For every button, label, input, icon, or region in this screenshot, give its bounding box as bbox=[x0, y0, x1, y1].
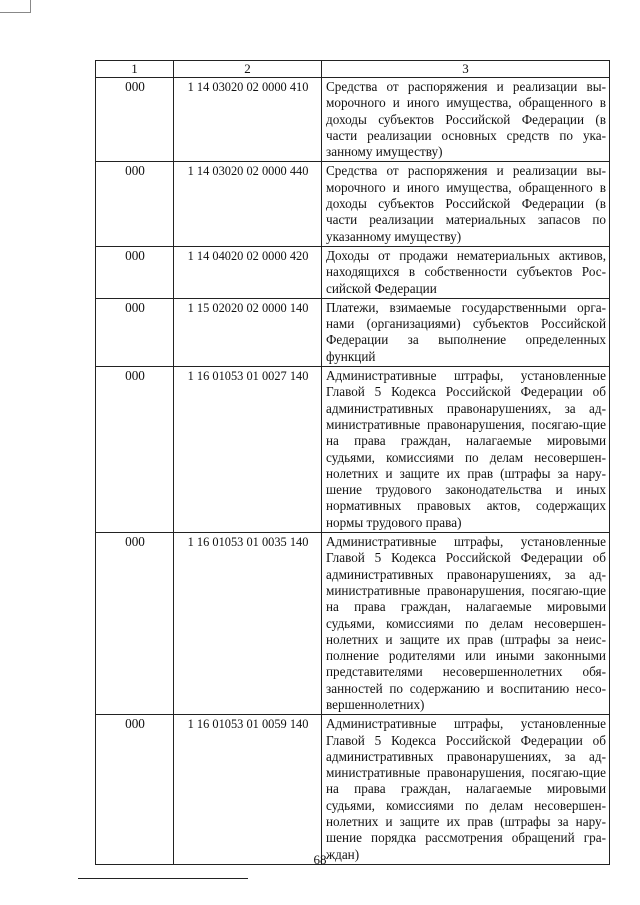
column-header-1: 1 bbox=[96, 61, 174, 78]
page-number: 68 bbox=[313, 852, 327, 867]
admin-code-cell: 000 bbox=[96, 298, 174, 366]
table-row bbox=[96, 298, 610, 366]
admin-code-cell: 000 bbox=[96, 715, 174, 865]
table-row bbox=[96, 78, 610, 162]
revenue-code-cell: 1 16 01053 01 0027 140 bbox=[174, 367, 322, 533]
admin-code-cell: 000 bbox=[96, 246, 174, 298]
admin-code-cell: 000 bbox=[96, 162, 174, 246]
corner-mark bbox=[0, 0, 31, 13]
column-header-2: 2 bbox=[174, 61, 322, 78]
revenue-code-cell: 1 14 03020 02 0000 410 bbox=[174, 78, 322, 162]
description-cell: Доходы от продажи нематериальных активов, находящихся в собственности субъектов Рос-сийской Федерации bbox=[322, 246, 610, 298]
description-cell: Средства от распоряжения и реализации вы-морочного и иного имущества, обращенного в доходы субъектов Российской Федерации (в части реализации материальных запасов по указанному имуществу) bbox=[322, 162, 610, 246]
revenue-code-cell: 1 16 01053 01 0035 140 bbox=[174, 533, 322, 715]
admin-code-cell: 000 bbox=[96, 78, 174, 162]
revenue-code-cell: 1 16 01053 01 0059 140 bbox=[174, 715, 322, 865]
admin-code-cell: 000 bbox=[96, 533, 174, 715]
table-row bbox=[96, 162, 610, 246]
table-row bbox=[96, 533, 610, 715]
footnote-rule bbox=[78, 878, 248, 879]
header-row bbox=[96, 61, 610, 78]
revenue-code-cell: 1 14 04020 02 0000 420 bbox=[174, 246, 322, 298]
column-header-3: 3 bbox=[322, 61, 610, 78]
description-cell: Средства от распоряжения и реализации вы-морочного и иного имущества, обращенного в доходы субъектов Российской Федерации (в части реализации основных средств по ука-занному имуществу) bbox=[322, 78, 610, 162]
table-row bbox=[96, 367, 610, 533]
description-cell: Платежи, взимаемые государственными орга-нами (организациями) субъектов Российской Федерации за выполнение определенных функций bbox=[322, 298, 610, 366]
admin-code-cell: 000 bbox=[96, 367, 174, 533]
revenue-codes-table bbox=[95, 60, 610, 865]
description-cell: Административные штрафы, установленные Главой 5 Кодекса Российской Федерации об административных правонарушениях, за ад-министративные правонарушения, посягаю-щие на права граждан, налагаемые мировыми судьями, комиссиями по делам несовершен-нолетних и защите их прав (штрафы за нару-шение трудового законодательства и иных нормативных правовых актов, содержащих нормы трудового права) bbox=[322, 367, 610, 533]
table-row bbox=[96, 715, 610, 865]
revenue-code-cell: 1 14 03020 02 0000 440 bbox=[174, 162, 322, 246]
description-cell: Административные штрафы, установленные Главой 5 Кодекса Российской Федерации об административных правонарушениях, за ад-министративные правонарушения, посягаю-щие на права граждан, налагаемые мировыми судьями, комиссиями по делам несовершен-нолетних и защите их прав (штрафы за неис-полнение родителями или иными законными представителями несовершеннолетних обя-занностей по содержанию и воспитанию несо-вершеннолетних) bbox=[322, 533, 610, 715]
revenue-code-cell: 1 15 02020 02 0000 140 bbox=[174, 298, 322, 366]
table-row bbox=[96, 246, 610, 298]
description-cell: Административные штрафы, установленные Главой 5 Кодекса Российской Федерации об административных правонарушениях, за ад-министративные правонарушения, посягаю-щие на права граждан, налагаемые мировыми судьями, комиссиями по делам несовершен-нолетних и защите их прав (штрафы за нару-шение порядка рассмотрения обращений гра-ждан) bbox=[322, 715, 610, 865]
